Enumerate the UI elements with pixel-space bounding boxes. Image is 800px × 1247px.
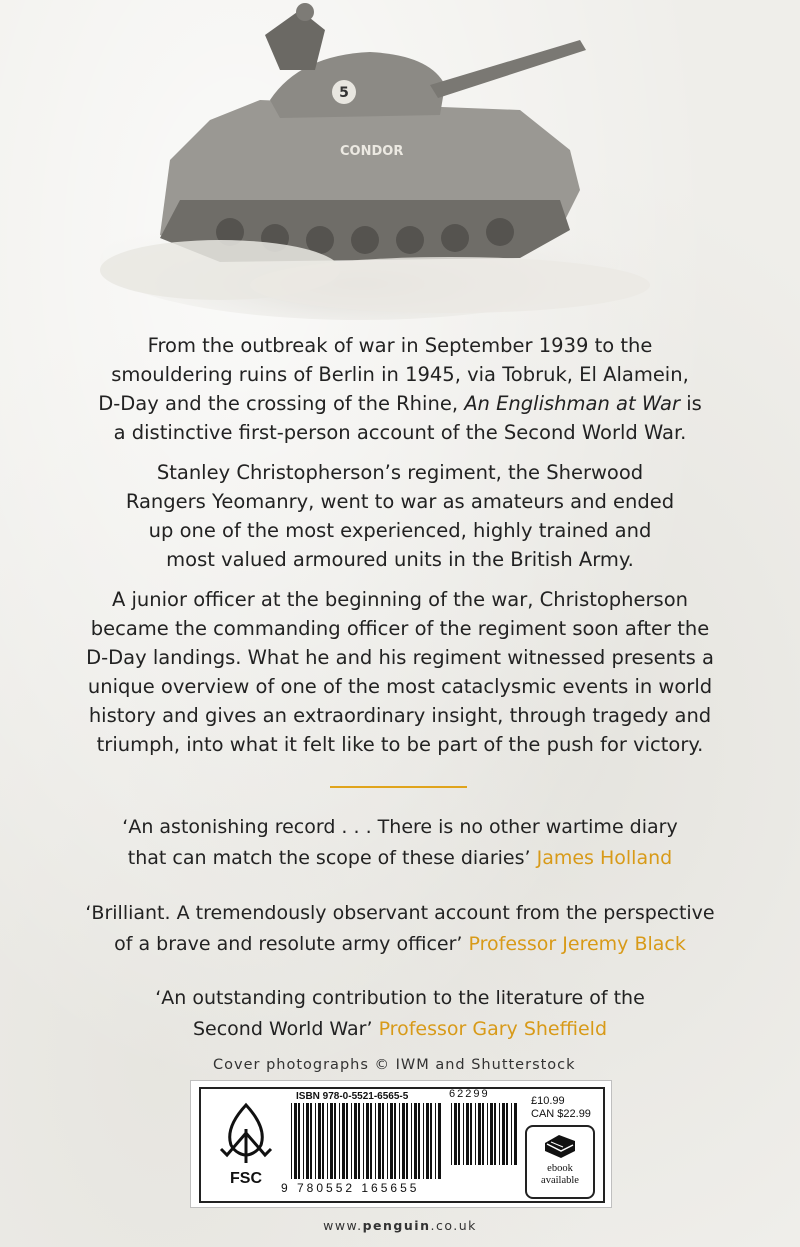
blurb-line: history and gives an extraordinary insight, through tragedy and	[88, 704, 712, 727]
blurb-paragraph-2	[40, 458, 760, 574]
fsc-logo-icon	[213, 1099, 279, 1189]
barcode-bar	[366, 1103, 369, 1179]
barcode-bar	[310, 1103, 312, 1179]
review-quote-1	[40, 812, 760, 874]
barcode-bar	[478, 1103, 481, 1165]
photo-credit: Cover photographs © IWM and Shutterstock	[213, 1057, 576, 1073]
barcode-bar	[382, 1103, 384, 1179]
barcode-bar	[318, 1103, 321, 1179]
barcode-bar	[454, 1103, 457, 1165]
barcode-bar	[315, 1103, 316, 1179]
blurb-line: D-Day and the crossing of the Rhine, An Englishman at War is	[98, 392, 702, 415]
barcode-bar	[451, 1103, 452, 1165]
barcode-panel	[190, 1080, 612, 1208]
book-title: An Englishman at War	[464, 392, 681, 415]
barcode-bar	[322, 1103, 324, 1179]
barcode-bar	[430, 1103, 432, 1179]
barcode-bar	[294, 1103, 297, 1179]
barcode-frame	[199, 1087, 605, 1203]
price-uk: £10.99	[531, 1095, 565, 1107]
barcode-bar	[390, 1103, 393, 1179]
addon-barcode-icon	[451, 1103, 517, 1165]
barcode-bar	[406, 1103, 408, 1179]
blurb-paragraph-1	[40, 331, 760, 447]
price-block	[531, 1095, 591, 1121]
blurb-line: triumph, into what it felt like to be part of the push for victory.	[96, 733, 704, 756]
barcode-bar	[346, 1103, 348, 1179]
tank-photo	[100, 0, 700, 320]
blurb-line: a distinctive first-person account of the Second World War.	[113, 421, 687, 444]
quote-author: Professor Gary Sheffield	[378, 1018, 608, 1040]
barcode-bar	[402, 1103, 405, 1179]
barcode-bar	[354, 1103, 357, 1179]
barcode-bar	[466, 1103, 469, 1165]
barcode-bar	[475, 1103, 476, 1165]
barcode-bar	[414, 1103, 417, 1179]
barcode-bar	[387, 1103, 388, 1179]
quote-line: ‘Brilliant. A tremendously observant account from the perspective	[85, 902, 715, 924]
barcode-bar	[342, 1103, 345, 1179]
barcode-bar	[399, 1103, 400, 1179]
review-quote-2	[40, 898, 760, 960]
barcode-bar	[511, 1103, 512, 1165]
barcode-bar	[418, 1103, 420, 1179]
barcode-bar	[502, 1103, 505, 1165]
barcode-bar	[435, 1103, 436, 1179]
blurb-line: most valued armoured units in the British Army.	[166, 548, 634, 571]
isbn-number: ISBN 978-0-5521-6565-5	[296, 1091, 409, 1102]
barcode-bar	[411, 1103, 412, 1179]
barcode-bar	[334, 1103, 336, 1179]
ebook-badge	[525, 1125, 595, 1199]
barcode-bar	[482, 1103, 484, 1165]
barcode-bar	[306, 1103, 309, 1179]
barcode-bar	[327, 1103, 328, 1179]
quote-line: ‘An outstanding contribution to the literature of the	[155, 987, 645, 1009]
barcode-bar	[358, 1103, 360, 1179]
book-icon	[541, 1131, 579, 1159]
barcode-bar	[370, 1103, 372, 1179]
barcode-bar	[487, 1103, 488, 1165]
barcode-bar	[458, 1103, 460, 1165]
barcode-bar	[490, 1103, 493, 1165]
barcode-bar	[514, 1103, 517, 1165]
blurb-line: From the outbreak of war in September 1939 to the	[147, 334, 653, 357]
blurb-line: D-Day landings. What he and his regiment witnessed presents a	[86, 646, 714, 669]
quote-author: Professor Jeremy Black	[468, 933, 686, 955]
ebook-text: ebook available	[541, 1163, 579, 1186]
addon-code: 62299	[449, 1088, 490, 1100]
blurb-line: smouldering ruins of Berlin in 1945, via Tobruk, El Alamein,	[111, 363, 689, 386]
barcode-bar	[378, 1103, 381, 1179]
barcode-bar	[298, 1103, 300, 1179]
quote-line: of a brave and resolute army officer’ Professor Jeremy Black	[114, 933, 686, 955]
blurb-line: became the commanding officer of the regiment soon after the	[90, 617, 710, 640]
quote-line: ‘An astonishing record . . . There is no other wartime diary	[122, 816, 678, 838]
barcode-bar	[506, 1103, 508, 1165]
blurb-line: Stanley Christopherson’s regiment, the Sherwood	[156, 461, 644, 484]
fsc-label: FSC	[230, 1170, 262, 1187]
barcode-bar	[438, 1103, 441, 1179]
tank-marking: CONDOR	[340, 144, 404, 159]
barcode-bar	[351, 1103, 352, 1179]
publisher-website[interactable]: www.penguin.co.uk	[323, 1218, 477, 1233]
barcode-icon	[291, 1103, 441, 1179]
price-can: CAN $22.99	[531, 1108, 591, 1120]
blurb-line: A junior officer at the beginning of the war, Christopherson	[111, 588, 689, 611]
barcode-bar	[303, 1103, 304, 1179]
gold-divider	[330, 786, 467, 788]
barcode-bar	[375, 1103, 376, 1179]
barcode-bar	[470, 1103, 472, 1165]
quote-author: James Holland	[536, 847, 673, 869]
blurb-line: unique overview of one of the most cataclysmic events in world	[87, 675, 713, 698]
barcode-bar	[330, 1103, 333, 1179]
barcode-bar	[499, 1103, 500, 1165]
barcode-bar	[339, 1103, 340, 1179]
blurb-paragraph-3	[40, 585, 760, 759]
quote-line: that can match the scope of these diaries’ James Holland	[127, 847, 673, 869]
barcode-bar	[363, 1103, 364, 1179]
barcode-bar	[463, 1103, 464, 1165]
review-quote-3	[40, 983, 760, 1045]
barcode-bar	[426, 1103, 429, 1179]
ean-digits: 9 780552 165655	[281, 1181, 420, 1195]
barcode-bar	[291, 1103, 292, 1179]
barcode-bar	[423, 1103, 424, 1179]
barcode-bar	[494, 1103, 496, 1165]
barcode-bar	[394, 1103, 396, 1179]
quote-line: Second World War’ Professor Gary Sheffield	[192, 1018, 608, 1040]
turret-number: 5	[339, 85, 349, 101]
blurb-line: Rangers Yeomanry, went to war as amateurs and ended	[125, 490, 675, 513]
blurb-line: up one of the most experienced, highly trained and	[148, 519, 652, 542]
